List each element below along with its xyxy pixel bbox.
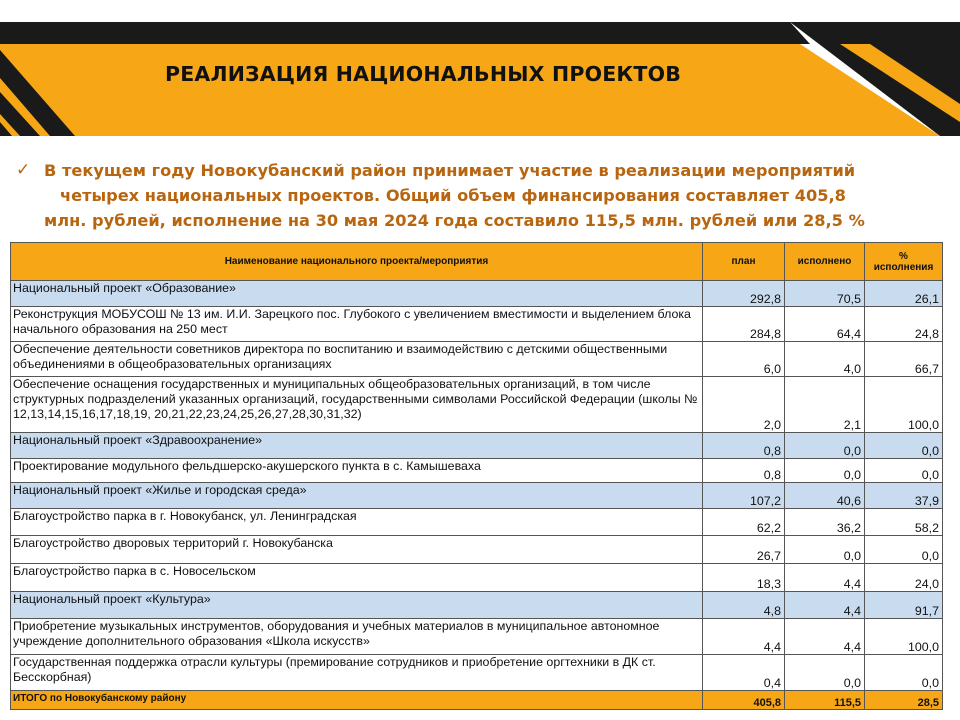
- row-done: 70,5: [785, 281, 865, 307]
- intro-line-3: млн. рублей, исполнение на 30 мая 2024 года составило 115,5 млн. рублей или 28,5 %: [44, 211, 865, 230]
- row-plan: 26,7: [703, 536, 785, 564]
- header-done: исполнено: [785, 243, 865, 281]
- row-pct: 58,2: [865, 509, 943, 536]
- intro-line-2: четырех национальных проектов. Общий объем финансирования составляет 405,8: [60, 186, 846, 205]
- table-row: [11, 377, 943, 433]
- row-plan: 292,8: [703, 281, 785, 307]
- row-name: Благоустройство парка в г. Новокубанск, ул. Ленинградская: [11, 509, 703, 536]
- header-name: Наименование национального проекта/мероприятия: [11, 243, 703, 281]
- row-plan: 18,3: [703, 564, 785, 592]
- row-pct: 0,0: [865, 655, 943, 691]
- row-done: 64,4: [785, 307, 865, 342]
- row-pct: 26,1: [865, 281, 943, 307]
- row-done: 36,2: [785, 509, 865, 536]
- total-plan: 405,8: [703, 691, 785, 710]
- table-row: [11, 342, 943, 377]
- row-pct: 0,0: [865, 459, 943, 483]
- row-done: 4,0: [785, 342, 865, 377]
- table-row-project: [11, 281, 943, 307]
- row-done: 4,4: [785, 564, 865, 592]
- row-pct: 100,0: [865, 619, 943, 655]
- table-header-row: [11, 243, 943, 281]
- table-row-project: [11, 592, 943, 619]
- header-plan: план: [703, 243, 785, 281]
- row-pct: 37,9: [865, 483, 943, 509]
- row-pct: 24,0: [865, 564, 943, 592]
- row-pct: 0,0: [865, 433, 943, 459]
- table-row: [11, 536, 943, 564]
- intro-line-1: В текущем году Новокубанский район принимает участие в реализации мероприятий: [44, 161, 856, 180]
- row-pct: 66,7: [865, 342, 943, 377]
- total-name: ИТОГО по Новокубанскому району: [11, 691, 703, 710]
- row-done: 2,1: [785, 377, 865, 433]
- row-pct: 24,8: [865, 307, 943, 342]
- total-pct: 28,5: [865, 691, 943, 710]
- checkmark-icon: ✓: [16, 160, 31, 180]
- row-name: Проектирование модульного фельдшерско-акушерского пункта в с. Камышеваха: [11, 459, 703, 483]
- header-pct-line-2: исполнения: [873, 261, 934, 273]
- row-plan: 0,8: [703, 459, 785, 483]
- row-done: 4,4: [785, 619, 865, 655]
- total-done: 115,5: [785, 691, 865, 710]
- intro-text: [16, 158, 950, 233]
- row-name: Благоустройство дворовых территорий г. Новокубанска: [11, 536, 703, 564]
- row-pct: 100,0: [865, 377, 943, 433]
- row-plan: 107,2: [703, 483, 785, 509]
- table-row-project: [11, 433, 943, 459]
- row-done: 0,0: [785, 433, 865, 459]
- row-name: Обеспечение оснащения государственных и муниципальных общеобразовательных организаций, в том числе структурных подразделений указанных организаций, государственными символами Российской Федерации (школы № 12,13,14,15,16,17,18,19, 20,21,22,23,24,25,26,27,28,30,31,32): [11, 377, 703, 433]
- row-plan: 2,0: [703, 377, 785, 433]
- row-plan: 4,4: [703, 619, 785, 655]
- row-name: Приобретение музыкальных инструментов, оборудования и учебных материалов в муниципальное автономное учреждение дополнительного образования «Школа искусств»: [11, 619, 703, 655]
- row-done: 0,0: [785, 655, 865, 691]
- row-plan: 0,8: [703, 433, 785, 459]
- row-done: 0,0: [785, 459, 865, 483]
- table-row: [11, 655, 943, 691]
- row-name: Национальный проект «Образование»: [11, 281, 703, 307]
- row-pct: 91,7: [865, 592, 943, 619]
- row-plan: 0,4: [703, 655, 785, 691]
- row-plan: 4,8: [703, 592, 785, 619]
- row-name: Государственная поддержка отрасли культуры (премирование сотрудников и приобретение оргтехники в ДК ст. Бесскорбная): [11, 655, 703, 691]
- row-name: Благоустройство парка в с. Новосельском: [11, 564, 703, 592]
- row-done: 0,0: [785, 536, 865, 564]
- projects-table: [10, 242, 943, 710]
- table-row: [11, 509, 943, 536]
- row-plan: 6,0: [703, 342, 785, 377]
- row-name: Обеспечение деятельности советников директора по воспитанию и взаимодействию с детскими общественными объединениями в общеобразовательных организациях: [11, 342, 703, 377]
- table-row-project: [11, 483, 943, 509]
- header-pct: [865, 243, 943, 281]
- page-title: РЕАЛИЗАЦИЯ НАЦИОНАЛЬНЫХ ПРОЕКТОВ: [164, 62, 682, 86]
- row-name: Национальный проект «Жилье и городская среда»: [11, 483, 703, 509]
- table-row: [11, 307, 943, 342]
- table-total-row: [11, 691, 943, 710]
- table-row: [11, 459, 943, 483]
- row-done: 40,6: [785, 483, 865, 509]
- row-plan: 284,8: [703, 307, 785, 342]
- row-plan: 62,2: [703, 509, 785, 536]
- table-row: [11, 564, 943, 592]
- header-pct-line-1: %: [899, 250, 908, 262]
- row-done: 4,4: [785, 592, 865, 619]
- row-name: Национальный проект «Культура»: [11, 592, 703, 619]
- row-pct: 0,0: [865, 536, 943, 564]
- table-row: [11, 619, 943, 655]
- row-name: Реконструкция МОБУСОШ № 13 им. И.И. Зарецкого пос. Глубокого с увеличением вместимости и выделением блока начального образования на 250 мест: [11, 307, 703, 342]
- row-name: Национальный проект «Здравоохранение»: [11, 433, 703, 459]
